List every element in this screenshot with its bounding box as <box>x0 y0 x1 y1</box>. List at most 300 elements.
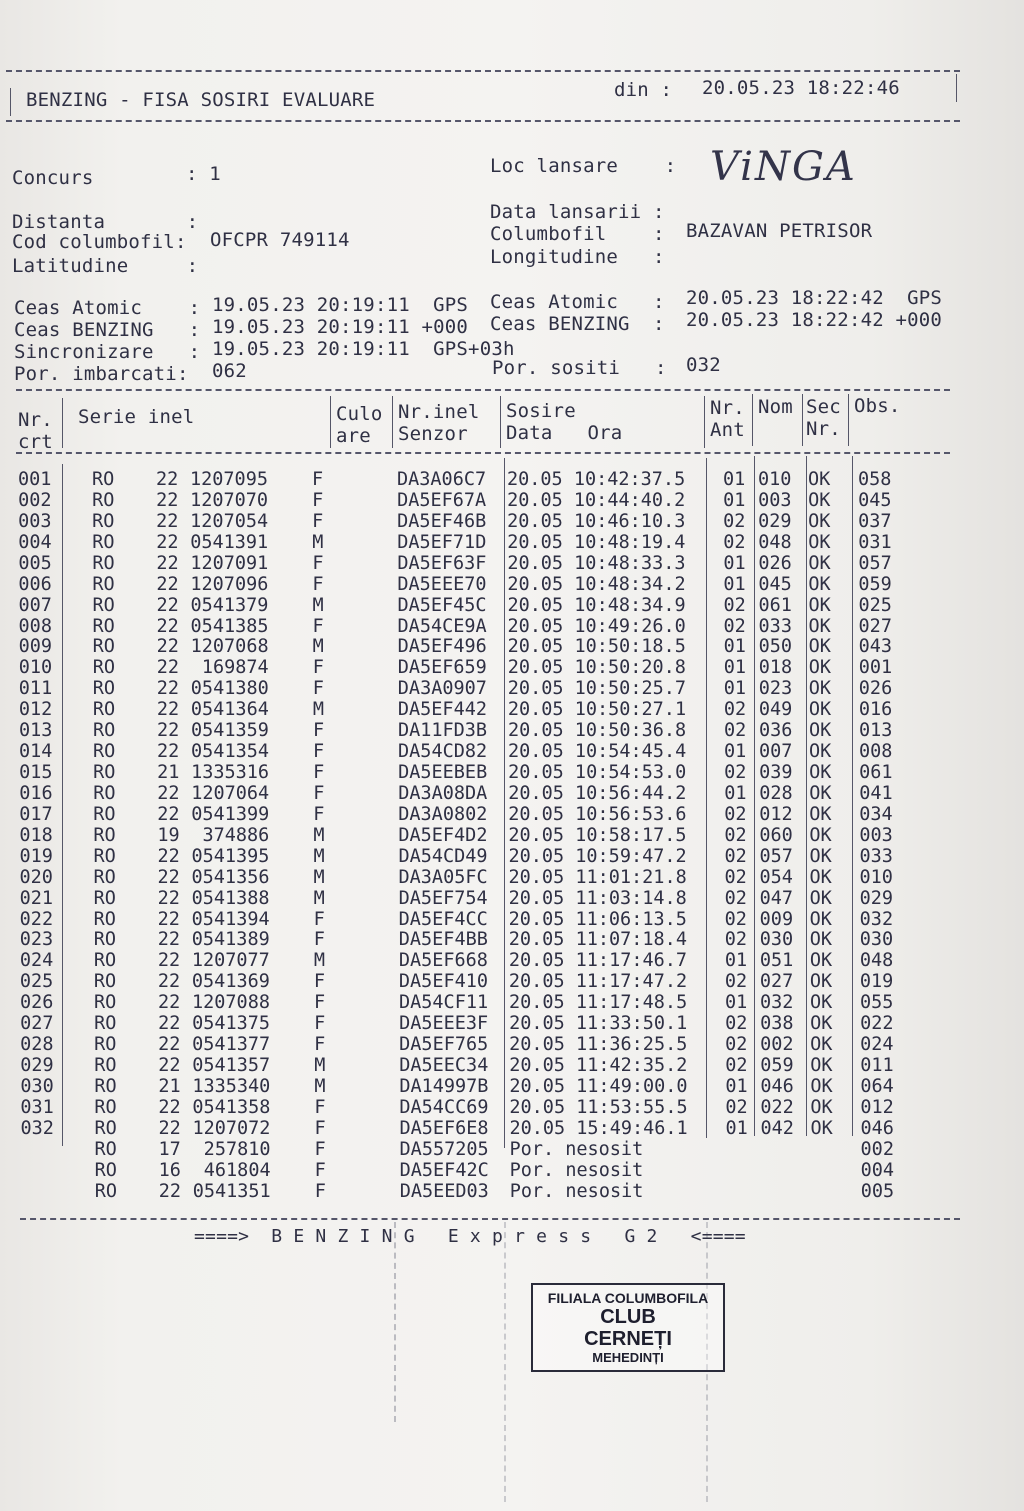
cell-sex: F <box>313 782 325 804</box>
table-row <box>0 720 1024 741</box>
cell-inel: 0541358 <box>192 1096 271 1118</box>
cell-tara: RO <box>94 1013 117 1035</box>
cell-tara: RO <box>93 866 116 888</box>
cell-nrant: 02 <box>725 1013 748 1035</box>
longitudine-label: Longitudine : <box>490 246 665 268</box>
table-row <box>0 825 1024 846</box>
cell-nom: 047 <box>759 887 794 909</box>
cell-nom: 036 <box>758 720 793 742</box>
cell-sex: F <box>313 741 325 763</box>
report-date-label: din : <box>614 79 673 101</box>
cell-tara: RO <box>94 1180 117 1202</box>
cell-an: 22 <box>157 908 180 930</box>
cell-inel: 0541389 <box>191 929 270 951</box>
cell-tara: RO <box>93 908 116 930</box>
cell-sex: M <box>313 866 325 888</box>
cell-an: 21 <box>158 1075 181 1097</box>
cell-senzor: DA3A05FC <box>398 866 488 888</box>
cell-nr: 021 <box>19 887 54 909</box>
cell-an: 22 <box>156 699 180 721</box>
cell-tara: RO <box>93 845 116 867</box>
cell-senzor: DA5EEBEB <box>398 762 488 784</box>
cell-an: 22 <box>157 782 180 804</box>
table-row <box>0 950 1024 971</box>
sincronizare-value: 19.05.23 20:19:11 GPS+03h <box>212 338 515 360</box>
cell-sosire: 20.05 11:01:21.8 <box>508 866 687 888</box>
cell-nom: 059 <box>760 1055 794 1077</box>
cell-tara: RO <box>92 594 115 616</box>
cell-sex: M <box>312 594 324 616</box>
cell-nr: 004 <box>18 531 52 553</box>
cell-senzor: DA54CD49 <box>398 845 488 867</box>
cell-sex: F <box>313 803 325 825</box>
cell-sex: M <box>314 1075 326 1097</box>
cell-an: 22 <box>158 1117 181 1139</box>
cell-sec: OK <box>810 992 833 1014</box>
cell-senzor: DA54CC69 <box>399 1096 489 1118</box>
cell-sosire: 20.05 10:48:34.9 <box>507 594 686 616</box>
cell-sosire: 20.05 11:33:50.1 <box>509 1013 688 1035</box>
header-sosire-line2: Data Ora <box>506 422 623 444</box>
cell-nom: 023 <box>758 678 793 700</box>
cell-obs: 041 <box>859 782 893 804</box>
cell-sec: OK <box>808 720 832 742</box>
cell-nom: 050 <box>758 636 793 658</box>
cell-sosire: 20.05 10:50:18.5 <box>507 636 686 658</box>
cell-obs: 032 <box>859 908 894 930</box>
cell-nom: 054 <box>759 866 793 888</box>
cell-inel: 1207068 <box>190 636 269 658</box>
cell-sosire: 20.05 10:58:17.5 <box>508 824 687 846</box>
cell-sex: F <box>313 762 325 784</box>
cell-tara: RO <box>93 929 117 951</box>
cell-sec: OK <box>808 678 832 700</box>
cell-nrant: 01 <box>723 636 746 658</box>
cell-senzor: DA5EEE3F <box>399 1013 489 1035</box>
data-lansarii-label: Data lansarii : <box>490 201 665 223</box>
stamp-line-club: CLUB <box>600 1306 656 1328</box>
faint-column-trace <box>394 1222 396 1422</box>
cell-nr: 018 <box>19 824 53 846</box>
cell-obs: 022 <box>860 1013 894 1035</box>
cell-obs: 045 <box>858 489 892 511</box>
cell-tara: RO <box>92 531 115 553</box>
table-header-top-border <box>16 389 950 391</box>
loc-lansare-label: Loc lansare : <box>490 155 677 177</box>
cell-an: 22 <box>157 971 181 993</box>
cell-sec: OK <box>808 510 831 532</box>
cell-nom: 042 <box>760 1117 794 1139</box>
cell-sec: OK <box>808 699 832 721</box>
cell-nom: 045 <box>758 573 792 595</box>
cell-nom: 026 <box>758 552 792 574</box>
cell-nr: 003 <box>18 510 52 532</box>
cell-inel: 1207064 <box>191 782 270 804</box>
cell-nom: 012 <box>759 803 793 825</box>
cell-senzor: DA5EF410 <box>398 971 489 993</box>
cell-obs: 031 <box>858 531 892 553</box>
cell-senzor: DA54CF11 <box>399 992 489 1014</box>
cell-sosire: 20.05 11:17:47.2 <box>508 971 688 993</box>
cell-sec: OK <box>808 531 831 553</box>
table-row <box>0 783 1024 804</box>
cell-nr: 027 <box>20 1013 54 1035</box>
table-row <box>0 678 1024 699</box>
cell-nr: 013 <box>18 720 53 742</box>
cell-sex: M <box>313 845 325 867</box>
cell-nr: 016 <box>19 782 53 804</box>
cell-an: 22 <box>158 1096 181 1118</box>
cell-nom: 002 <box>760 1034 794 1056</box>
cell-obs: 034 <box>859 803 893 825</box>
cell-an: 22 <box>156 510 179 532</box>
por-imbarcati-label: Por. imbarcati: <box>14 363 189 385</box>
cell-obs: 055 <box>860 992 894 1014</box>
header-nrinel-line2: Senzor <box>398 423 468 445</box>
cell-an: 22 <box>157 866 180 888</box>
cell-sosire: 20.05 11:49:00.0 <box>509 1075 688 1097</box>
cell-inel: 0541359 <box>190 720 269 742</box>
col-divider-serie <box>330 396 331 448</box>
table-row <box>0 1181 1024 1202</box>
cell-sex: F <box>312 678 324 700</box>
columbofil-value: BAZAVAN PETRISOR <box>686 220 873 242</box>
cell-tara: RO <box>92 720 116 742</box>
cell-inel: 1207091 <box>190 552 269 574</box>
ceas-benzing-value: 19.05.23 20:19:11 +000 <box>212 316 469 338</box>
cell-nrant: 02 <box>724 824 747 846</box>
cell-senzor: DA5EF67A <box>397 489 487 511</box>
cell-tara: RO <box>92 636 115 658</box>
cell-sosire: 20.05 10:56:44.2 <box>508 782 687 804</box>
cell-nrant: 02 <box>724 803 747 825</box>
cell-obs: 024 <box>860 1034 894 1056</box>
cell-an: 22 <box>156 594 179 616</box>
cell-senzor: DA5EF754 <box>398 887 488 909</box>
cell-obs: 005 <box>860 1180 895 1202</box>
cell-tara: RO <box>93 741 116 763</box>
cell-nrant: 01 <box>723 657 746 679</box>
cell-nr: 009 <box>18 636 53 658</box>
columbofil-label: Columbofil : <box>490 223 665 245</box>
cell-sex: M <box>313 887 325 909</box>
cell-tara: RO <box>93 803 116 825</box>
cell-sec: OK <box>808 657 831 679</box>
club-stamp <box>531 1283 725 1372</box>
cell-sosire: 20.05 10:49:26.0 <box>507 615 686 637</box>
cell-nom: 049 <box>758 699 793 721</box>
title-box-left-border <box>10 88 11 116</box>
cell-an: 22 <box>156 615 179 637</box>
table-row <box>0 490 1024 511</box>
cell-senzor: DA5EF45C <box>397 594 487 616</box>
cell-sex: F <box>312 720 325 742</box>
cell-obs: 016 <box>858 699 893 721</box>
cell-nrant: 02 <box>723 531 746 553</box>
cell-senzor: DA5EF442 <box>397 699 487 721</box>
cell-nr: 010 <box>18 657 53 679</box>
cell-sec: OK <box>808 489 831 511</box>
cell-nom: 022 <box>760 1096 794 1118</box>
cell-inel: 0541391 <box>190 531 269 553</box>
cell-nrant: 02 <box>724 762 747 784</box>
cell-sex: F <box>313 971 326 993</box>
table-row <box>0 595 1024 616</box>
cell-nom: 010 <box>758 469 792 490</box>
cell-tara: RO <box>92 510 115 532</box>
cell-nrant: 01 <box>723 573 746 595</box>
cell-an: 22 <box>156 720 180 742</box>
table-row <box>0 511 1024 532</box>
cell-inel: 0541351 <box>192 1180 271 1202</box>
cell-senzor: DA5EF4D2 <box>398 824 488 846</box>
cell-sec: OK <box>810 1013 833 1035</box>
cell-sosire: 20.05 10:44:40.2 <box>507 489 686 511</box>
header-nr-line2: crt <box>18 431 53 453</box>
cell-senzor: DA5EF6E8 <box>399 1117 489 1139</box>
cell-inel: 1207095 <box>190 469 268 490</box>
header-nr-line1: Nr. <box>18 409 53 431</box>
cell-an: 22 <box>156 489 179 511</box>
cell-obs: 043 <box>858 636 893 658</box>
cell-nom: 032 <box>760 992 794 1014</box>
cell-nrant: 01 <box>723 469 746 490</box>
table-row <box>0 1139 1024 1160</box>
cell-senzor: DA5EF63F <box>397 552 487 574</box>
cell-sex: F <box>314 1159 326 1181</box>
cell-obs: 058 <box>858 469 892 490</box>
cell-sec: OK <box>809 929 833 951</box>
table-row <box>0 1118 1024 1139</box>
cell-tara: RO <box>93 782 116 804</box>
cell-nr: 014 <box>19 741 53 763</box>
cell-obs: 046 <box>860 1117 894 1139</box>
cell-sec: OK <box>808 469 831 490</box>
cell-an: 22 <box>157 803 180 825</box>
cell-tara: RO <box>92 615 115 637</box>
cell-sec: OK <box>809 950 833 972</box>
cell-sosire: 20.05 10:59:47.2 <box>508 845 687 867</box>
cell-nom: 033 <box>758 615 792 637</box>
por-imbarcati-value: 062 <box>212 360 247 382</box>
table-row <box>0 867 1024 888</box>
cell-obs: 012 <box>860 1096 894 1118</box>
cell-nr: 025 <box>19 971 54 993</box>
cell-sosire: Por. nesosit <box>509 1138 644 1160</box>
cell-nr: 017 <box>19 803 53 825</box>
cell-nr: 029 <box>20 1055 54 1077</box>
header-nrant-line2: Ant <box>710 419 745 441</box>
cell-nrant: 01 <box>723 552 746 574</box>
cell-inel: 0541380 <box>190 678 269 700</box>
cell-nrant: 01 <box>725 992 748 1014</box>
cell-sosire: 20.05 11:17:48.5 <box>509 992 688 1014</box>
cell-obs: 057 <box>858 552 892 574</box>
cell-senzor: DA11FD3B <box>397 720 488 742</box>
table-row <box>0 657 1024 678</box>
cell-inel: 0541364 <box>190 699 269 721</box>
stamp-line-cerneti: CERNEȚI <box>584 1328 672 1350</box>
cell-sex: M <box>313 824 325 846</box>
cell-obs: 010 <box>859 866 893 888</box>
cell-obs: 027 <box>858 615 892 637</box>
cell-tara: RO <box>94 992 117 1014</box>
cell-sex: F <box>313 929 325 951</box>
cell-obs: 013 <box>858 720 893 742</box>
cell-obs: 025 <box>858 594 892 616</box>
cell-nr: 026 <box>20 992 54 1014</box>
cell-tara: RO <box>94 1159 117 1181</box>
concurs-value: : 1 <box>186 163 221 185</box>
cell-inel: 374886 <box>191 824 270 846</box>
ceas-atomic-value: 19.05.23 20:19:11 GPS <box>212 294 469 316</box>
cell-nom: 027 <box>759 971 794 993</box>
cell-senzor: DA54CE9A <box>397 615 487 637</box>
cell-nom: 003 <box>758 489 792 511</box>
cell-senzor: DA5EF4CC <box>398 908 488 930</box>
cell-tara: RO <box>92 573 115 595</box>
cell-inel: 1335340 <box>192 1075 271 1097</box>
table-row <box>0 616 1024 637</box>
cell-senzor: DA5EED03 <box>399 1180 489 1202</box>
cell-senzor: DA5EF496 <box>397 636 487 658</box>
table-row <box>0 846 1024 867</box>
cell-inel: 1207096 <box>190 573 269 595</box>
cell-an: 22 <box>156 531 179 553</box>
distanta-label: Distanta : <box>12 211 199 233</box>
footer-banner: ====> B E N Z I N G E x p r e s s G 2 <==== <box>194 1226 746 1247</box>
right-ceas-atomic-label: Ceas Atomic : <box>490 291 665 313</box>
cod-columbofil-label: Cod columbofil: <box>12 231 187 253</box>
cell-inel: 0541377 <box>192 1034 271 1056</box>
cell-nr: 031 <box>20 1096 54 1118</box>
table-row <box>0 762 1024 783</box>
cell-nr: 028 <box>20 1034 54 1056</box>
cell-inel: 1207070 <box>190 489 269 511</box>
cell-sosire: 20.05 11:06:13.5 <box>508 908 687 930</box>
cell-nr: 002 <box>18 489 52 511</box>
cell-obs: 030 <box>859 929 894 951</box>
cell-nom: 046 <box>760 1075 794 1097</box>
cell-sosire: Por. nesosit <box>509 1180 644 1202</box>
cell-sec: OK <box>810 1075 833 1097</box>
cell-nrant: 02 <box>725 1096 748 1118</box>
table-footer-border <box>20 1218 960 1220</box>
table-row <box>0 1013 1024 1034</box>
cell-nr: 022 <box>19 908 54 930</box>
cell-nrant: 01 <box>725 1075 748 1097</box>
cell-nrant: 02 <box>723 720 747 742</box>
cell-senzor: DA5EF71D <box>397 531 487 553</box>
report-date-value: 20.05.23 18:22:46 <box>702 77 900 99</box>
cell-inel: 0541385 <box>190 615 269 637</box>
report-title: BENZING - FISA SOSIRI EVALUARE <box>26 89 376 111</box>
cell-sosire: 20.05 15:49:46.1 <box>509 1117 688 1139</box>
cell-obs: 037 <box>858 510 892 532</box>
cell-sosire: 20.05 10:56:53.6 <box>508 803 687 825</box>
concurs-label: Concurs <box>12 167 94 189</box>
cell-sec: OK <box>808 636 831 658</box>
table-row <box>0 574 1024 595</box>
cell-sosire: 20.05 10:48:19.4 <box>507 531 686 553</box>
cell-nr: 020 <box>19 866 53 888</box>
cell-nr: 030 <box>20 1075 54 1097</box>
cell-tara: RO <box>94 1117 117 1139</box>
cell-an: 22 <box>157 845 180 867</box>
cell-obs: 003 <box>859 824 893 846</box>
cell-sec: OK <box>809 782 832 804</box>
cell-inel: 0541356 <box>191 866 270 888</box>
right-ceas-benzing-label: Ceas BENZING : <box>490 313 665 335</box>
cell-tara: RO <box>93 950 117 972</box>
cell-sex: F <box>312 552 324 574</box>
cell-nrant: 02 <box>723 594 746 616</box>
cell-obs: 064 <box>860 1075 894 1097</box>
cell-sex: F <box>314 1096 326 1118</box>
cell-sosire: 20.05 10:50:27.1 <box>507 699 687 721</box>
cell-obs: 026 <box>858 678 893 700</box>
cell-tara: RO <box>92 552 115 574</box>
header-culoare-line1: Culo <box>336 403 383 425</box>
cell-obs: 033 <box>859 845 893 867</box>
cell-nrant: 01 <box>724 741 747 763</box>
cell-tara: RO <box>94 1096 117 1118</box>
col-divider-nrant <box>752 394 753 446</box>
cell-nr: 024 <box>19 950 54 972</box>
cell-nrant: 02 <box>723 615 746 637</box>
cell-tara: RO <box>92 469 115 490</box>
col-divider-sosire <box>704 396 705 448</box>
cell-sex: M <box>314 1055 326 1077</box>
col-divider-sec <box>848 394 849 446</box>
cell-senzor: DA3A0907 <box>397 678 487 700</box>
cell-sex: F <box>312 469 324 490</box>
table-row <box>0 741 1024 762</box>
cell-tara: RO <box>92 489 115 511</box>
title-box-right-border <box>956 74 957 102</box>
cell-an: 22 <box>157 741 180 763</box>
header-nrinel-line1: Nr.inel <box>398 401 480 423</box>
cell-obs: 059 <box>858 573 892 595</box>
col-divider-nom <box>802 394 803 446</box>
cell-nr: 012 <box>18 699 53 721</box>
cell-obs: 011 <box>860 1055 894 1077</box>
title-box-bottom-border <box>6 120 960 122</box>
cell-an: 21 <box>157 762 180 784</box>
header-sosire-line1: Sosire <box>506 400 576 422</box>
cell-sec: OK <box>809 908 832 930</box>
cell-sec: OK <box>809 845 832 867</box>
cell-obs: 001 <box>858 657 893 679</box>
ceas-benzing-label: Ceas BENZING : <box>14 319 201 341</box>
right-ceas-atomic-value: 20.05.23 18:22:42 GPS <box>686 287 943 309</box>
table-row <box>0 971 1024 992</box>
cell-sex: F <box>312 573 324 595</box>
cell-tara: RO <box>94 1055 117 1077</box>
cell-sex: F <box>312 657 324 679</box>
cell-sec: OK <box>808 573 831 595</box>
cell-tara: RO <box>92 699 116 721</box>
cell-nr: 019 <box>19 845 53 867</box>
table-row <box>0 636 1024 657</box>
cell-nr: 011 <box>18 678 53 700</box>
table-row <box>0 553 1024 574</box>
cell-nr: 008 <box>18 615 52 637</box>
cell-inel: 257810 <box>192 1138 271 1160</box>
cell-senzor: DA5EF659 <box>397 657 487 679</box>
cell-sosire: 20.05 10:46:10.3 <box>507 510 686 532</box>
cell-nr: 023 <box>19 929 54 951</box>
